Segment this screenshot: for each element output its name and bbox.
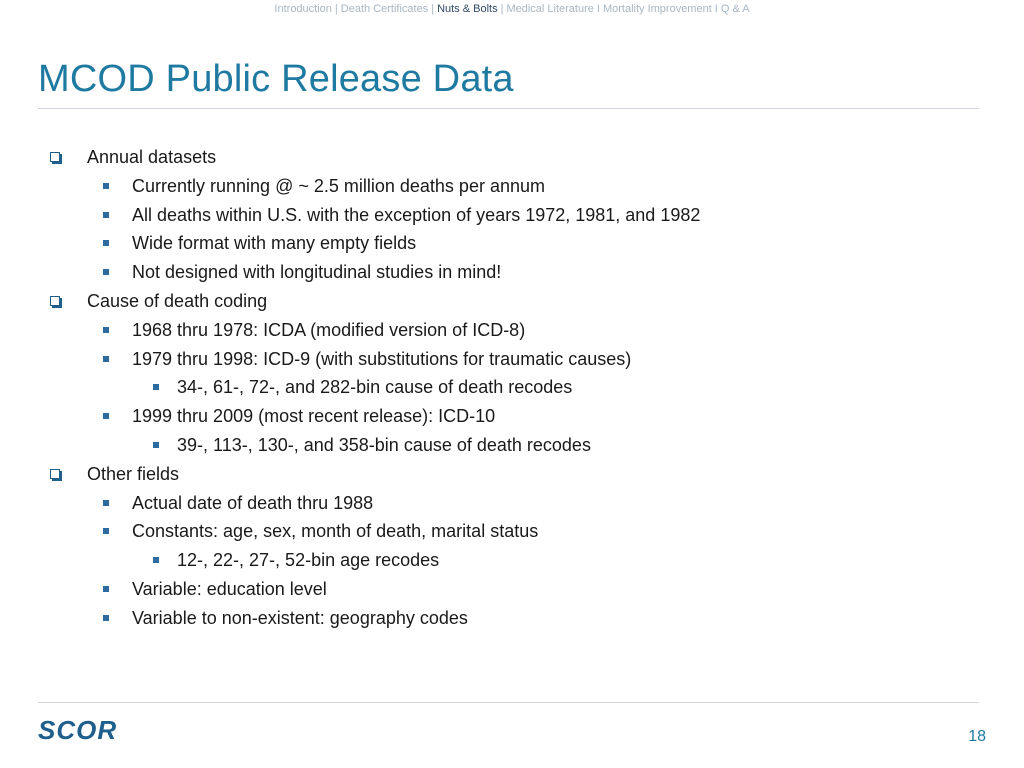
square-bullet-icon bbox=[103, 586, 109, 592]
list-item-level-2 bbox=[0, 204, 1024, 226]
list-item-text: Currently running @ ~ 2.5 million deaths per annum bbox=[132, 175, 545, 196]
checkbox-bullet-icon bbox=[50, 152, 60, 162]
nav-link-medical-literature[interactable]: Medical Literature bbox=[506, 3, 594, 15]
list-item-level-2 bbox=[0, 319, 1024, 341]
list-item-text: Variable: education level bbox=[132, 579, 327, 599]
list-item-level-1 bbox=[0, 290, 1024, 312]
nav-separator: I bbox=[714, 3, 718, 15]
list-item-level-3 bbox=[0, 376, 1024, 398]
list-item-text: Annual datasets bbox=[87, 147, 217, 167]
nav-link-death-certificates[interactable]: Death Certificates bbox=[340, 3, 429, 15]
nav-separator: | bbox=[334, 3, 338, 15]
list-item-level-2 bbox=[0, 492, 1024, 514]
square-bullet-icon bbox=[103, 269, 109, 275]
list-item-level-1 bbox=[0, 463, 1024, 485]
square-bullet-icon bbox=[153, 384, 159, 390]
list-item-level-2 bbox=[0, 175, 1024, 197]
square-bullet-icon bbox=[153, 442, 159, 448]
list-item-level-2 bbox=[0, 578, 1024, 600]
nav-link-q-a[interactable]: Q & A bbox=[720, 3, 750, 15]
list-item-text: 1968 thru 1978: ICDA (modified version of ICD-8) bbox=[132, 319, 526, 340]
list-item-text: Other fields bbox=[87, 463, 180, 484]
nav-link-mortality-improvement[interactable]: Mortality Improvement bbox=[602, 3, 712, 15]
list-item-level-1 bbox=[0, 146, 1024, 168]
list-item-text: Cause of death coding bbox=[87, 291, 268, 311]
square-bullet-icon bbox=[103, 356, 109, 362]
list-item-text: Constants: age, sex, month of death, marital status bbox=[132, 521, 539, 542]
list-item-level-3 bbox=[0, 549, 1024, 571]
square-bullet-icon bbox=[103, 183, 109, 189]
square-bullet-icon bbox=[103, 212, 109, 218]
square-bullet-icon bbox=[103, 240, 109, 246]
list-item-text: Wide format with many empty fields bbox=[132, 233, 417, 254]
footer-divider bbox=[38, 702, 979, 703]
square-bullet-icon bbox=[153, 557, 159, 563]
list-item-level-2 bbox=[0, 405, 1024, 427]
nav-separator: | bbox=[500, 3, 504, 15]
nav-link-introduction[interactable]: Introduction bbox=[274, 3, 332, 15]
checkbox-bullet-icon bbox=[50, 296, 60, 306]
list-item-text: Not designed with longitudinal studies in mind! bbox=[132, 262, 502, 283]
list-item-level-3 bbox=[0, 434, 1024, 456]
list-item-text: 34-, 61-, 72-, and 282-bin cause of death recodes bbox=[177, 377, 573, 398]
top-navigation bbox=[0, 3, 1024, 15]
list-item-level-2 bbox=[0, 520, 1024, 542]
list-item-text: All deaths within U.S. with the exception of years 1972, 1981, and 1982 bbox=[132, 204, 701, 225]
list-item-text: 1999 thru 2009 (most recent release): ICD-10 bbox=[132, 406, 496, 427]
square-bullet-icon bbox=[103, 327, 109, 333]
scor-logo bbox=[38, 718, 150, 747]
square-bullet-icon bbox=[103, 528, 109, 534]
list-item-text: 12-, 22-, 27-, 52-bin age recodes bbox=[177, 550, 440, 571]
list-item-level-2 bbox=[0, 607, 1024, 629]
square-bullet-icon bbox=[103, 413, 109, 419]
list-item-level-2 bbox=[0, 261, 1024, 283]
title-divider bbox=[38, 108, 979, 109]
nav-separator: I bbox=[596, 3, 600, 15]
svg-text:SCOR: SCOR bbox=[38, 718, 118, 742]
checkbox-bullet-icon bbox=[50, 469, 60, 479]
nav-link-nuts-bolts[interactable]: Nuts & Bolts bbox=[437, 3, 498, 15]
list-item-text: 39-, 113-, 130-, and 358-bin cause of death recodes bbox=[177, 435, 591, 455]
nav-separator: | bbox=[431, 3, 435, 15]
square-bullet-icon bbox=[103, 500, 109, 506]
list-item-level-2 bbox=[0, 232, 1024, 254]
list-item-level-2 bbox=[0, 348, 1024, 370]
list-item-text: Actual date of death thru 1988 bbox=[132, 492, 374, 513]
list-item-text: 1979 thru 1998: ICD-9 (with substitutions for traumatic causes) bbox=[132, 348, 632, 369]
page-number: 18 bbox=[968, 728, 986, 745]
list-item-text: Variable to non-existent: geography codes bbox=[132, 607, 468, 628]
slide-title: MCOD Public Release Data bbox=[38, 58, 514, 100]
square-bullet-icon bbox=[103, 615, 109, 621]
